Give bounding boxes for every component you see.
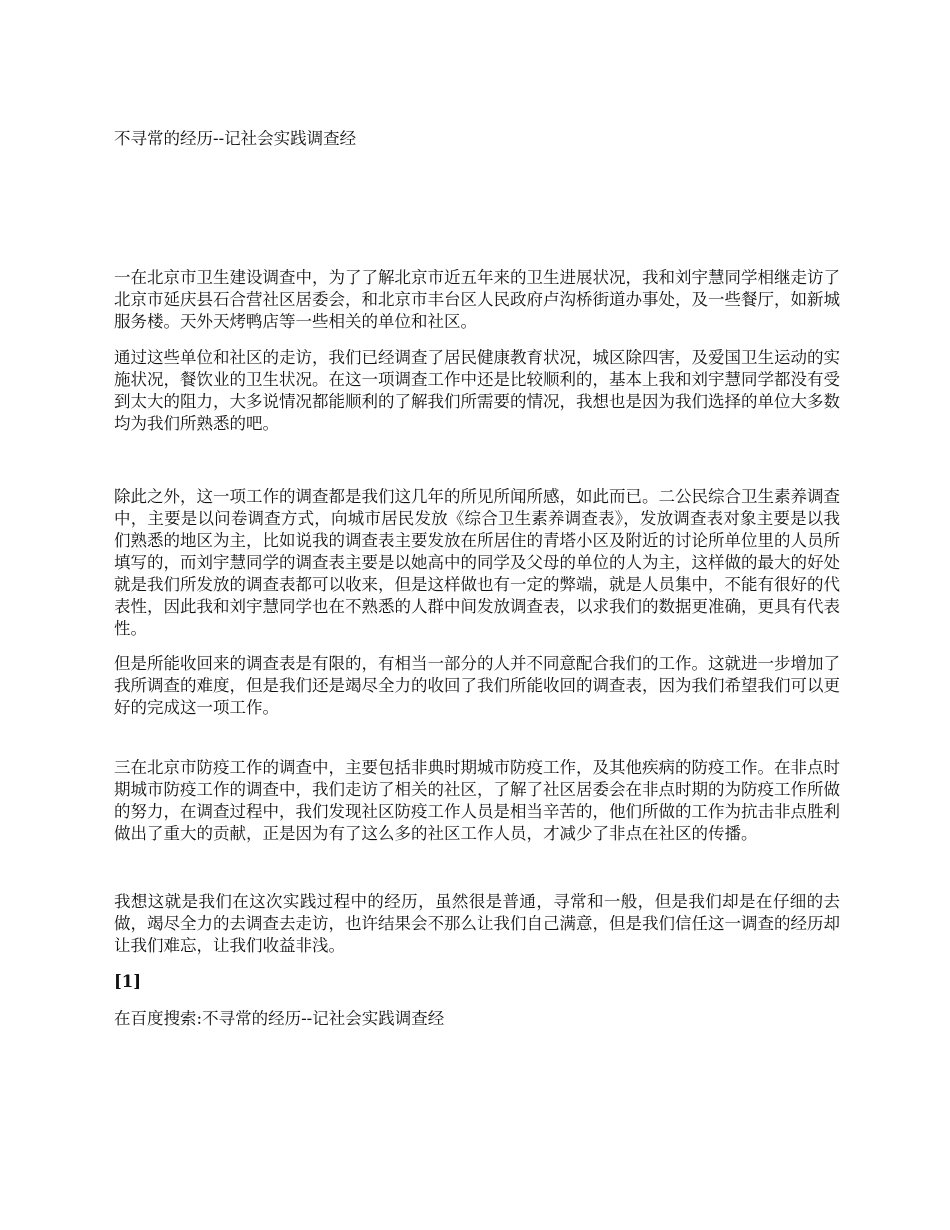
search-label: 在百度搜索: xyxy=(114,1009,203,1028)
reference-marker: [1] xyxy=(114,972,142,991)
paragraph-5: 三在北京市防疫工作的调查中，主要包括非典时期城市防疫工作，及其他疾病的防疫工作。在非点时期城市防疫工作的调查中，我们走访了相关的社区，了解了社区居委会在非点时期的为防疫工作所做的努力，在调查过程中，我们发现社区防疫工作人员是相当辛苦的，他们所做的工作为抗击非点胜利做出了重大的贡献，正是因为有了这么多的社区工作人员，才减少了非点在社区的传播。 xyxy=(114,758,840,843)
paragraph-2: 通过这些单位和社区的走访，我们已经调查了居民健康教育状况，城区除四害，及爱国卫生运动的实施状况，餐饮业的卫生状况。在这一项调查工作中还是比较顺利的，基本上我和刘宇慧同学都没有受到太大的阻力，大多说情况都能顺利的了解我们所需要的情况，我想也是因为我们选择的单位大多数均为我们所熟悉的吧。 xyxy=(114,348,840,433)
paragraph-3: 除此之外，这一项工作的调查都是我们这几年的所见所闻所感，如此而已。二公民综合卫生素养调查中，主要是以问卷调查方式，向城市居民发放《综合卫生素养调查表》，发放调查表对象主要是以我们熟悉的地区为主，比如说我的调查表主要发放在所居住的青塔小区及附近的讨论所单位里的人员所填写的，而刘宇慧同学的调查表主要是以她高中的同学及父母的单位的人为主，这样做的最大的好处就是我们所发放的调查表都可以收来，但是这样做也有一定的弊端，就是人员集中，不能有很好的代表性，因此我和刘宇慧同学也在不熟悉的人群中间发放调查表，以求我们的数据更准确，更具有代表性。 xyxy=(114,487,840,638)
search-line xyxy=(114,1008,444,1030)
page-title: 不寻常的经历--记社会实践调查经 xyxy=(114,129,357,148)
paragraph-1: 一在北京市卫生建设调查中，为了了解北京市近五年来的卫生进展状况，我和刘宇慧同学相继走访了北京市延庆县石合营社区居委会，和北京市丰台区人民政府卢沟桥街道办事处，及一些餐厅，如新城服务楼。天外天烤鸭店等一些相关的单位和社区。 xyxy=(114,268,840,331)
paragraph-4: 但是所能收回来的调查表是有限的，有相当一部分的人并不同意配合我们的工作。这就进一步增加了我所调查的难度，但是我们还是竭尽全力的收回了我们所能收回的调查表，因为我们希望我们可以更好的完成这一项工作。 xyxy=(114,654,840,717)
search-query-link[interactable]: 不寻常的经历--记社会实践调查经 xyxy=(202,1009,445,1028)
paragraph-6: 我想这就是我们在这次实践过程中的经历，虽然很是普通，寻常和一般，但是我们却是在仔细的去做，竭尽全力的去调查去走访，也许结果会不那么让我们自己满意，但是我们信任这一调查的经历却让我们难忘，让我们收益非浅。 xyxy=(114,892,840,955)
